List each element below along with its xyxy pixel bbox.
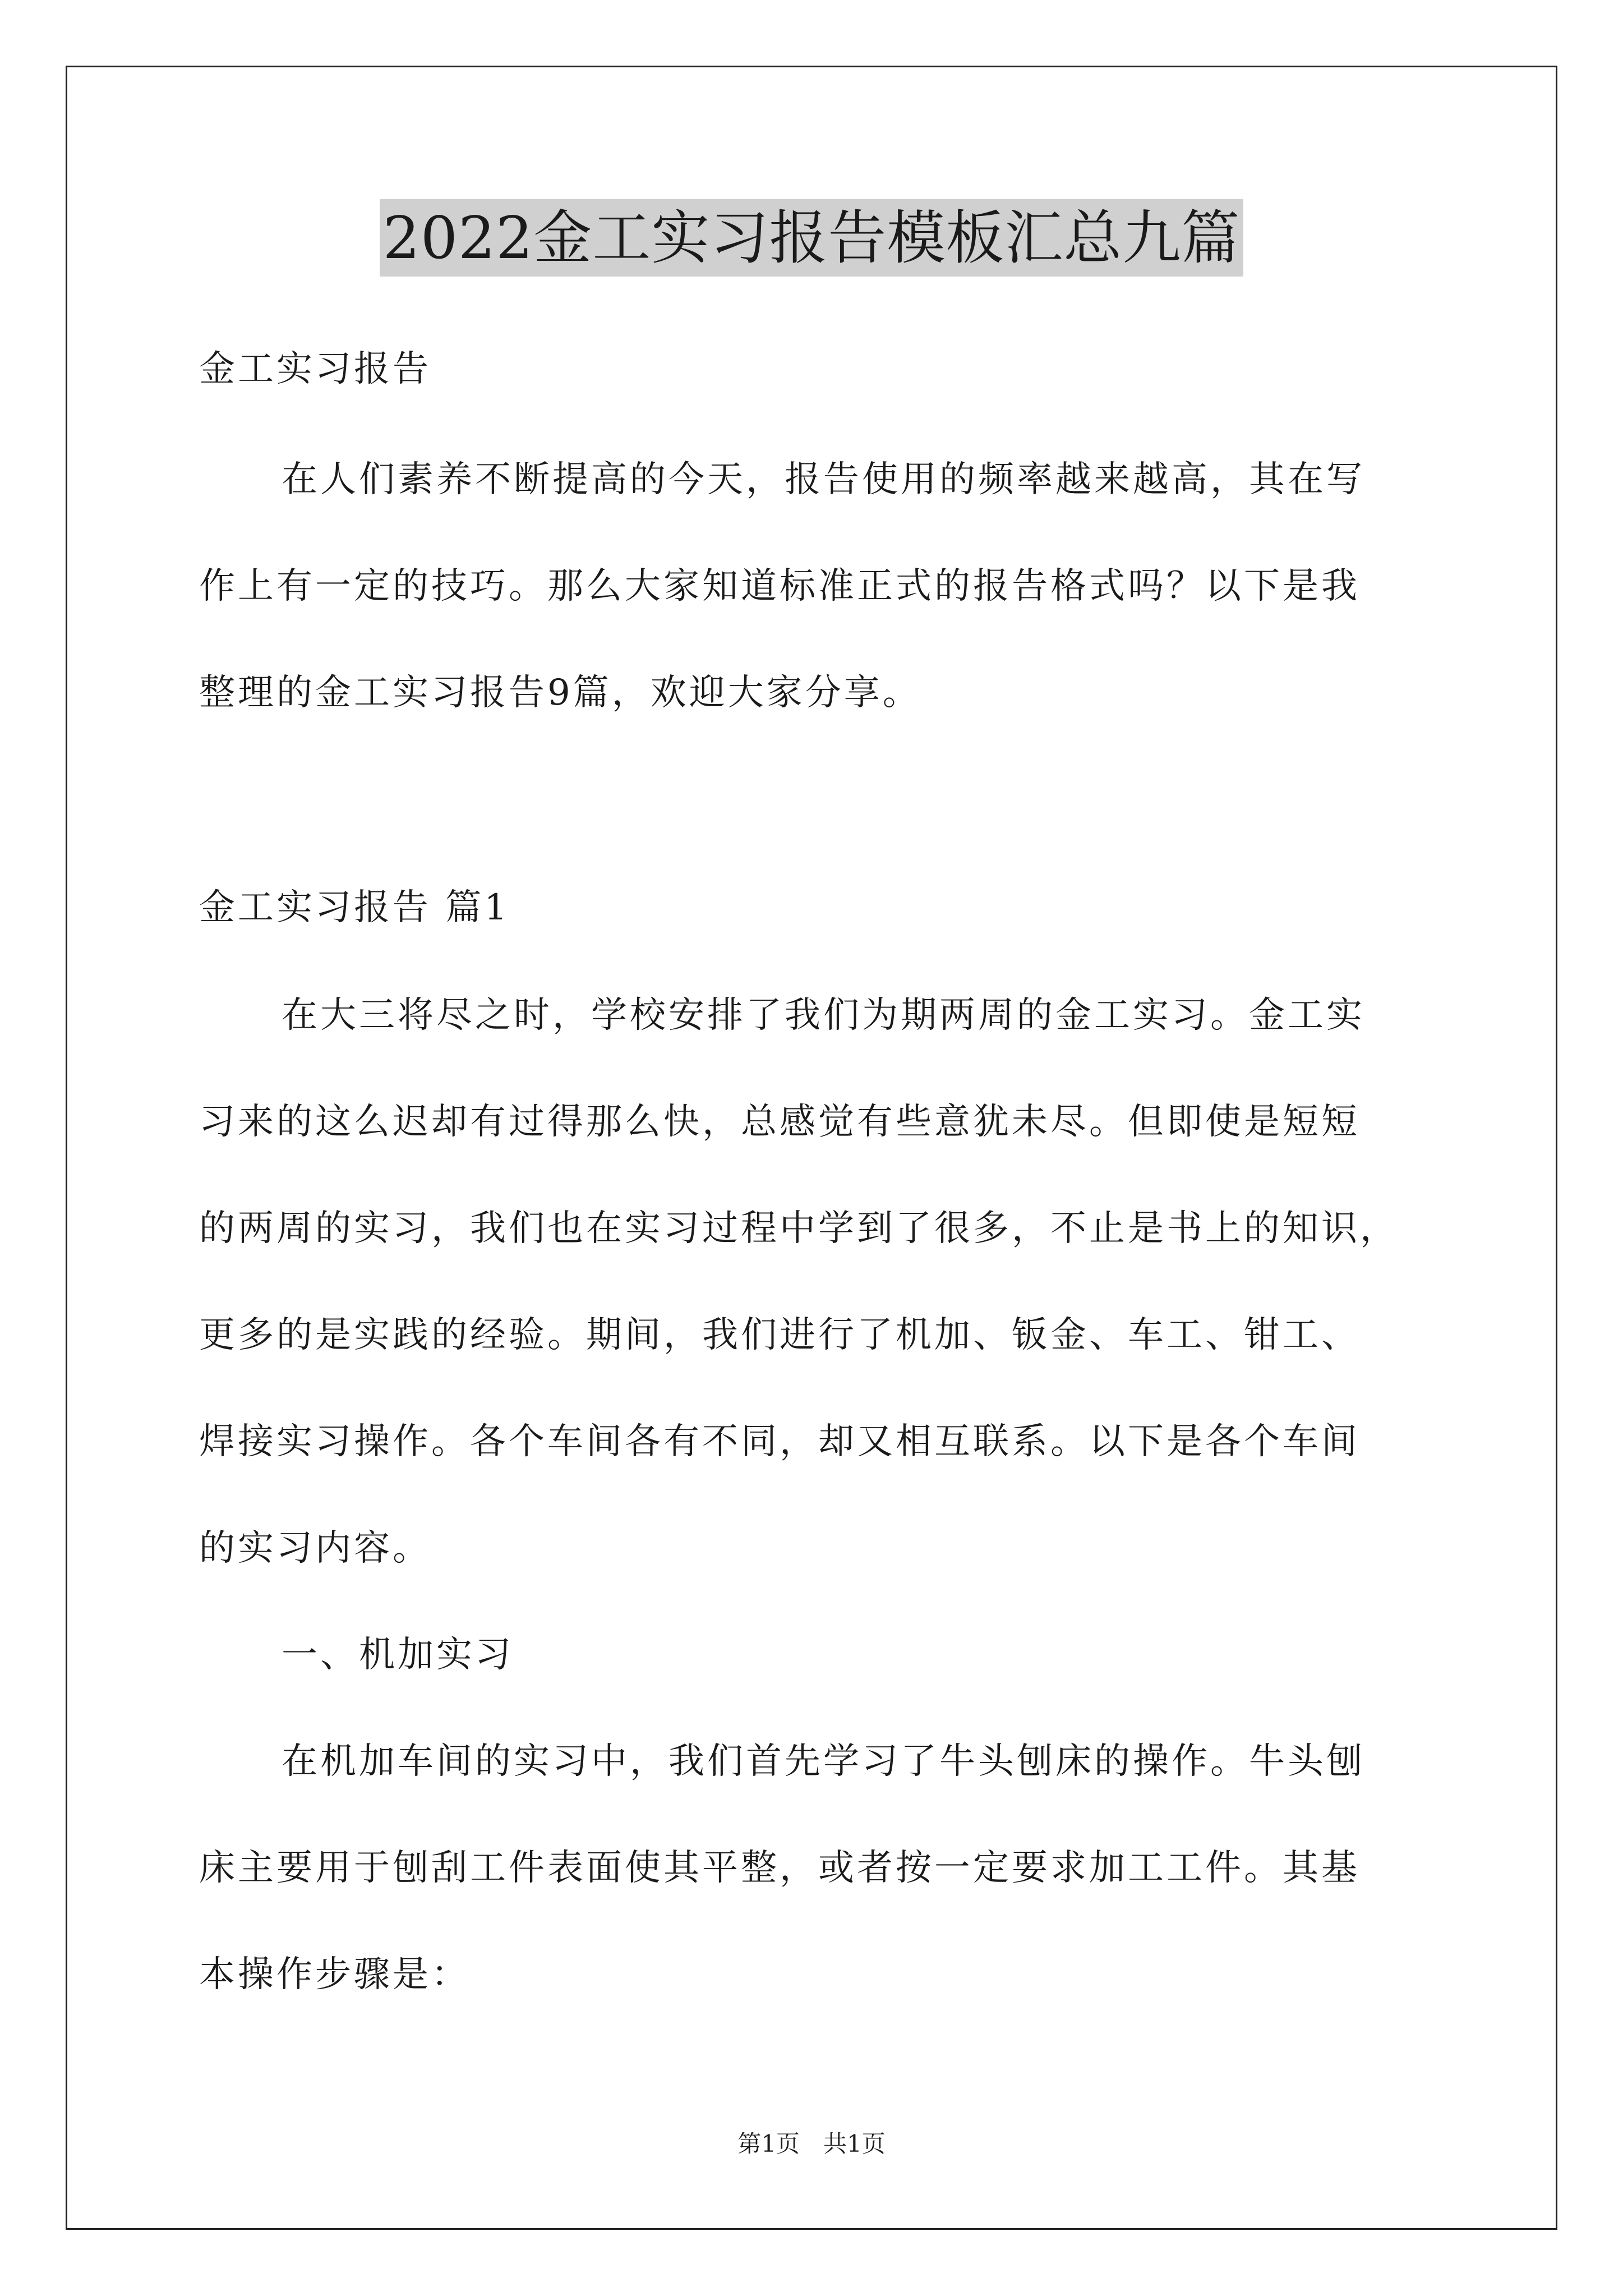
intro-line-3: 整理的金工实习报告9篇，欢迎大家分享。 [199,672,921,714]
subheading-machining: 一、机加实习 [282,1634,514,1676]
section-line-2: 习来的这么迟却有过得那么快，总感觉有些意犹未尽。但即使是短短 [199,1101,1360,1143]
intro-line-2: 作上有一定的技巧。那么大家知道标准正式的报告格式吗？以下是我 [199,565,1360,607]
title-container [0,199,1623,277]
subtitle: 金工实习报告 [199,348,431,390]
machining-line-3: 本操作步骤是： [199,1954,470,1995]
section-line-3: 的两周的实习，我们也在实习过程中学到了很多，不止是书上的知识， [199,1208,1399,1249]
intro-line-1: 在人们素养不断提高的今天，报告使用的频率越来越高，其在写 [282,459,1365,500]
section-heading: 金工实习报告 篇1 [199,887,510,928]
section-line-5: 焊接实习操作。各个车间各有不同，却又相互联系。以下是各个车间 [199,1421,1360,1462]
section-line-4: 更多的是实践的经验。期间，我们进行了机加、钣金、车工、钳工、 [199,1314,1360,1356]
section-line-1: 在大三将尽之时，学校安排了我们为期两周的金工实习。金工实 [282,995,1365,1036]
machining-line-2: 床主要用于刨刮工件表面使其平整，或者按一定要求加工工件。其基 [199,1847,1360,1889]
page-footer: 第1页 共1页 [737,2130,886,2157]
section-line-6: 的实习内容。 [199,1527,431,1569]
machining-line-1: 在机加车间的实习中，我们首先学习了牛头刨床的操作。牛头刨 [282,1741,1365,1782]
document-title: 2022金工实习报告模板汇总九篇 [380,199,1244,277]
